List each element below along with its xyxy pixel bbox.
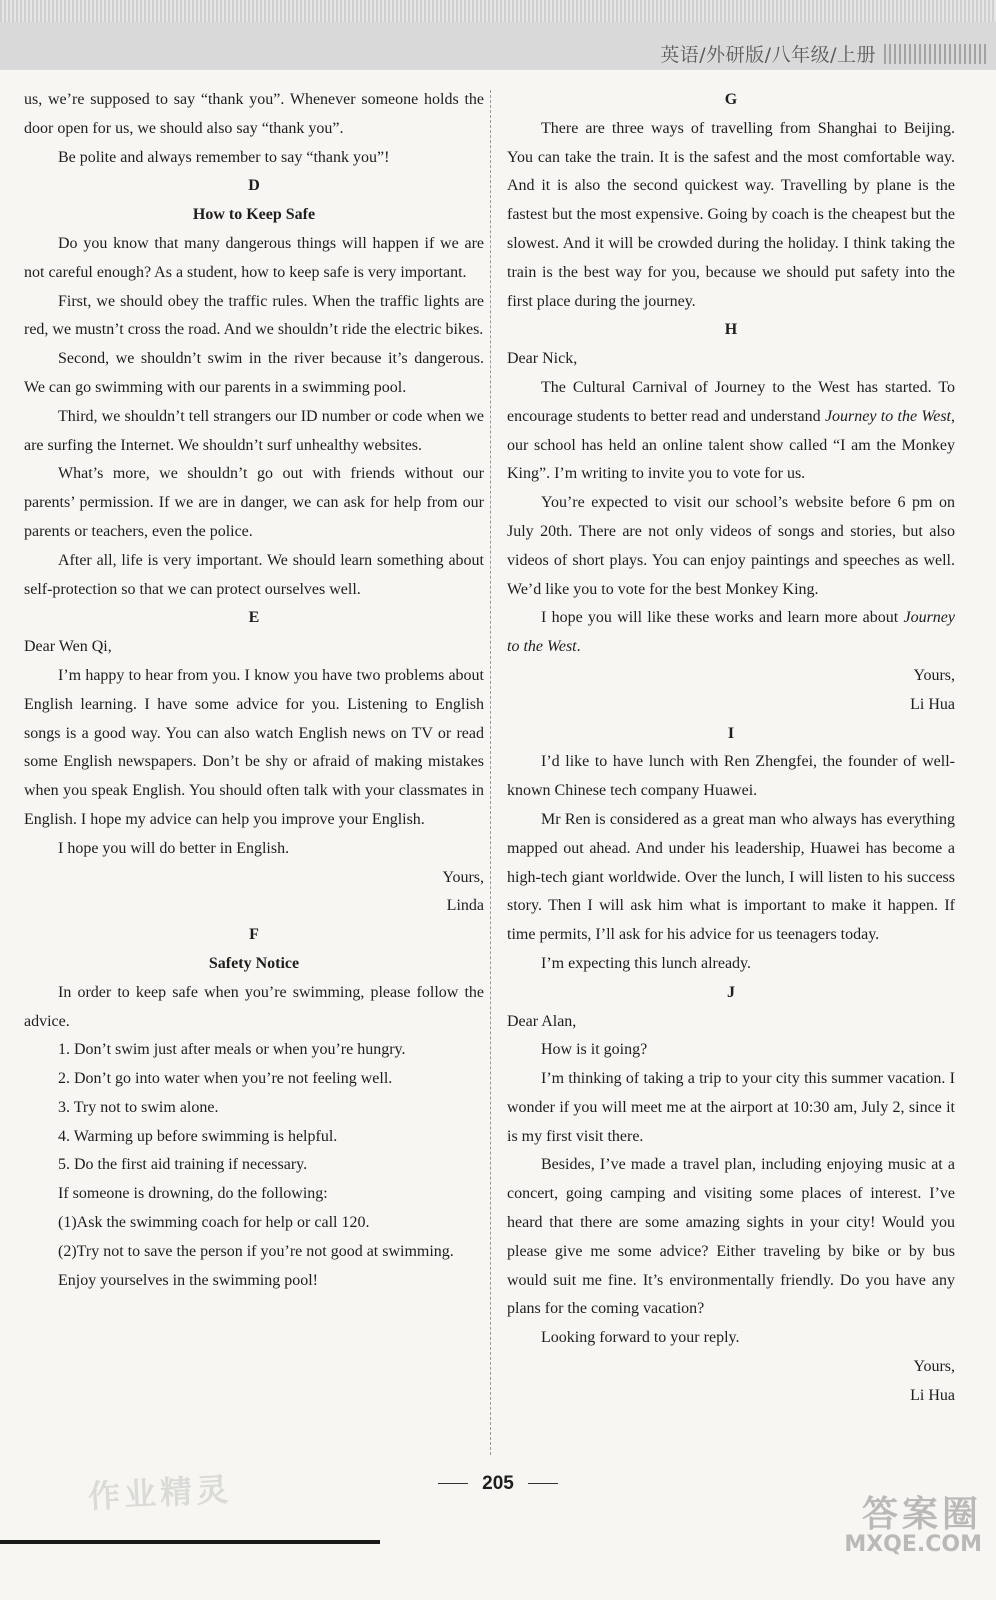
- section-title-f: Safety Notice: [208, 954, 300, 972]
- paragraph: Looking forward to your reply.: [541, 1329, 740, 1347]
- paragraph: I hope you will do better in English.: [58, 839, 290, 857]
- text-run: The Cultural Carnival of Journey to the West has started. To encourage students to better read and understand: [507, 378, 955, 425]
- intro-paragraph: us, we’re supposed to say “thank you”. Whenever someone holds the door open for us, we should also say “thank you”.: [24, 91, 484, 137]
- paragraph: I’m thinking of taking a trip to your city this summer vacation. I wonder if you will meet me at the airport at 10:30 am, July 2, since it is my first visit there.: [507, 1070, 955, 1145]
- letter-greeting: Dear Nick,: [507, 350, 578, 368]
- list-item: 4. Warming up before swimming is helpful.: [58, 1127, 338, 1145]
- paragraph: Third, we shouldn’t tell strangers our ID number or code when we are surfing the Internet. We shouldn’t surf unhealthy websites.: [24, 407, 484, 454]
- letter-signature: Li Hua: [910, 695, 955, 713]
- section-letter-j: J: [727, 983, 735, 1001]
- list-item: If someone is drowning, do the following:: [58, 1185, 328, 1203]
- header-pattern: [884, 44, 986, 64]
- paragraph: [507, 604, 955, 662]
- watermark-logo-text: 答案圈: [861, 1494, 982, 1535]
- list-item: 5. Do the first aid training if necessary.: [58, 1156, 308, 1174]
- letter-closing: Yours,: [442, 868, 484, 886]
- bottom-rule: [0, 1540, 380, 1544]
- letter-greeting: Dear Wen Qi,: [24, 638, 112, 656]
- paragraph: There are three ways of travelling from Shanghai to Beijing. You can take the train. It is the safest and the most comfortable way. And it is also the second quickest way. Travelling by plane is the fastest but the most expensive. Going by coach is the cheapest but the slowest. And it will be crowded during the holiday. I think taking the train is the best way for you, because we should put safety into the first place during the journey.: [507, 119, 955, 310]
- section-letter-g: G: [724, 91, 738, 108]
- letter-greeting: Dear Alan,: [507, 1012, 577, 1030]
- paragraph: After all, life is very important. We should learn something about self-protection so that we can protect ourselves well.: [24, 551, 484, 598]
- list-item: 3. Try not to swim alone.: [58, 1098, 219, 1116]
- letter-signature: Li Hua: [910, 1386, 955, 1404]
- paragraph: Besides, I’ve made a travel plan, including enjoying music at a concert, going camping and visiting some places of interest. I’ve heard that there are some amazing sights in your city! Would you please give me some advice? Either traveling by bike or by bus would suit me fine. It’s environmentally friendly. Do you have any plans for the coming vacation?: [507, 1156, 955, 1318]
- intro-closing: Be polite and always remember to say “thank you”!: [58, 148, 390, 166]
- text-run: I hope you will like these works and learn more about: [541, 609, 904, 627]
- page-number: [0, 1473, 996, 1495]
- paragraph: Second, we shouldn’t swim in the river because it’s dangerous. We can go swimming with our parents in a swimming pool.: [24, 350, 484, 396]
- page-header: [0, 22, 996, 70]
- paragraph: Do you know that many dangerous things will happen if we are not careful enough? As a student, how to keep safe is very important.: [24, 234, 484, 281]
- paragraph: You’re expected to visit our school’s website before 6 pm on July 20th. There are not only videos of songs and stories, but also videos of short plays. You can enjoy paintings and speeches as well. We’d like you to vote for the best Monkey King.: [507, 494, 955, 598]
- list-item: (1)Ask the swimming coach for help or call 120.: [58, 1214, 370, 1232]
- page-number-value: 205: [482, 1473, 514, 1494]
- paragraph: What’s more, we shouldn’t go out with friends without our parents’ permission. If we are in danger, we can ask for help from our parents or teachers, even the police.: [24, 465, 484, 540]
- text-run: .: [576, 638, 581, 656]
- letter-closing: Yours,: [913, 666, 955, 684]
- book-title: 英语/外研版/八年级/上册: [660, 44, 876, 66]
- list-item: 1. Don’t swim just after meals or when you’re hungry.: [58, 1041, 406, 1059]
- paragraph: I’d like to have lunch with Ren Zhengfei, the founder of well-known Chinese tech company Huawei.: [507, 753, 955, 800]
- paragraph: I’m expecting this lunch already.: [541, 954, 751, 972]
- book-title-italic: Journey to the West: [507, 609, 955, 656]
- text-run: , our school has held an online talent show called “I am the Monkey King”. I’m writing to invite you to vote for us.: [507, 407, 955, 483]
- section-title-d: How to Keep Safe: [192, 206, 316, 224]
- section-letter-e: E: [248, 609, 260, 627]
- page-number-dash: [438, 1483, 468, 1484]
- paragraph: I’m happy to hear from you. I know you have two problems about English learning. I have some advice for you. Listening to English songs is a good way. You can also watch English news on TV or read some English newspapers. Don’t be shy or afraid of making mistakes when you speak English. You should often talk with your classmates in English. I hope my advice can help you improve your English.: [24, 666, 484, 828]
- watermark-right: [844, 1494, 982, 1560]
- paragraph: First, we should obey the traffic rules. When the traffic lights are red, we mustn’t cross the road. And we shouldn’t ride the electric bikes.: [24, 292, 484, 339]
- letter-signature: Linda: [446, 897, 484, 915]
- watermark-left: 作业精灵: [87, 1470, 234, 1516]
- paragraph: Mr Ren is considered as a great man who always has everything mapped out ahead. And under his leadership, Huawei has become a high-tech giant worldwide. Over the lunch, I will listen to his success story. Then I will ask him what is important to make it happen. If time permits, I’ll ask for his advice for us teenagers today.: [507, 810, 955, 944]
- column-divider: [490, 90, 491, 1455]
- list-item: (2)Try not to save the person if you’re not good at swimming.: [58, 1242, 454, 1260]
- section-letter-i: I: [727, 724, 735, 742]
- section-letter-f: F: [249, 926, 259, 944]
- paragraph: In order to keep safe when you’re swimming, please follow the advice.: [24, 983, 484, 1030]
- paragraph: [507, 374, 955, 489]
- section-letter-d: D: [248, 177, 260, 195]
- right-column: [507, 86, 955, 1411]
- paragraph: How is it going?: [541, 1041, 648, 1059]
- book-title-italic: Journey to the West: [824, 407, 951, 425]
- list-item: Enjoy yourselves in the swimming pool!: [58, 1271, 318, 1289]
- left-column: [24, 86, 484, 1295]
- list-item: 2. Don’t go into water when you’re not feeling well.: [58, 1070, 393, 1088]
- watermark-url: MXQE.COM: [844, 1532, 982, 1557]
- top-band: [0, 0, 996, 22]
- letter-closing: Yours,: [913, 1358, 955, 1376]
- section-letter-h: H: [724, 321, 738, 339]
- page-number-dash: [528, 1483, 558, 1484]
